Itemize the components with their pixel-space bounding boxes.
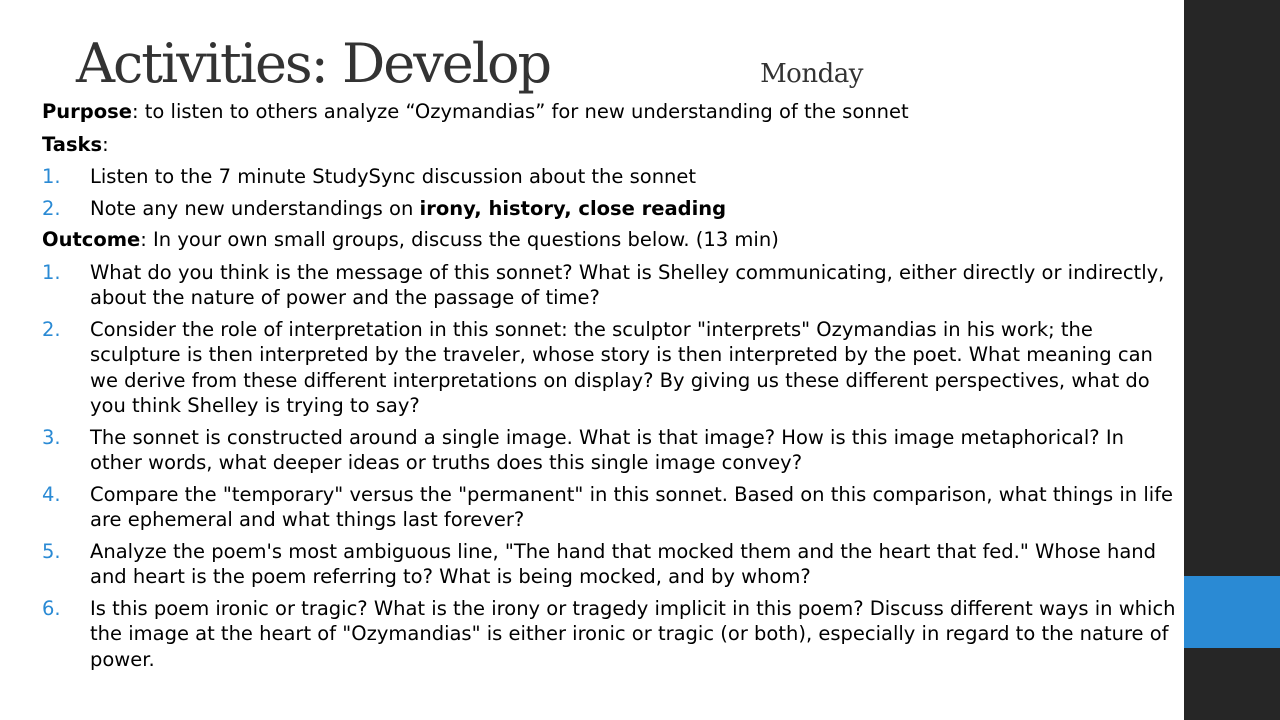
question-item — [42, 596, 1182, 673]
list-number: 1. — [42, 165, 61, 188]
question-text: Compare the "temporary" versus the "permanent" in this sonnet. Based on this comparison, what things in life are ephemeral and what things last forever? — [90, 482, 1174, 531]
task-text: Listen to the 7 minute StudySync discussion about the sonnet — [90, 165, 697, 188]
list-number: 3. — [42, 425, 61, 449]
question-item — [42, 260, 1182, 311]
sidebar-accent-block — [1184, 576, 1280, 648]
tasks-label: Tasks — [42, 132, 103, 156]
slide-body — [42, 99, 1182, 678]
question-item — [42, 539, 1182, 590]
list-number: 6. — [42, 596, 61, 620]
purpose-line — [42, 99, 1182, 125]
question-text: The sonnet is constructed around a single image. What is that image? How is this image metaphorical? In other words, what deeper ideas or truths does this single image convey? — [90, 425, 1124, 474]
list-number: 2. — [42, 317, 61, 341]
questions-list — [42, 260, 1182, 673]
list-number: 1. — [42, 260, 61, 284]
question-text: Analyze the poem's most ambiguous line, "The hand that mocked them and the heart that fed." Whose hand and heart is the poem referring to? What is being mocked, and by whom? — [90, 539, 1157, 588]
slide-title — [76, 32, 863, 95]
title-text: Activities: Develop — [76, 32, 551, 95]
list-number: 2. — [42, 196, 61, 220]
purpose-label: Purpose — [42, 100, 132, 123]
question-text: Consider the role of interpretation in this sonnet: the sculptor "interprets" Ozymandias in his work; the sculpture is then interpreted by the traveler, whose story is then interpreted by the poet. What meaning can we derive from these different interpretations on display? By giving us these different perspectives, what do you think Shelley is trying to say? — [90, 317, 1153, 417]
question-text: Is this poem ironic or tragic? What is the irony or tragedy implicit in this poem? Discuss different ways in which the image at the heart of "Ozymandias" is either ironic or tragic (or both), especially in regard to the nature of power. — [90, 596, 1176, 671]
question-item — [42, 317, 1182, 419]
list-number: 5. — [42, 539, 61, 563]
tasks-list — [42, 164, 1182, 221]
tasks-heading — [42, 132, 1182, 158]
question-text: What do you think is the message of this sonnet? What is Shelley communicating, either directly or indirectly, about the nature of power and the passage of time? — [90, 260, 1165, 309]
task-text — [90, 196, 1182, 222]
question-item — [42, 482, 1182, 533]
tasks-suffix: : — [102, 132, 109, 156]
purpose-text: : to listen to others analyze “Ozymandias” for new understanding of the sonnet — [131, 100, 909, 123]
outcome-label: Outcome — [42, 228, 141, 251]
title-day: Monday — [760, 59, 863, 89]
outcome-line — [42, 227, 1182, 253]
list-number: 4. — [42, 482, 61, 506]
outcome-text: : In your own small groups, discuss the questions below. (13 min) — [140, 228, 779, 251]
task-text-plain: Note any new understandings on — [90, 196, 420, 220]
task-text-bold: irony, history, close reading — [419, 196, 727, 220]
question-item — [42, 425, 1182, 476]
task-item — [42, 164, 1182, 190]
task-item — [42, 196, 1182, 222]
